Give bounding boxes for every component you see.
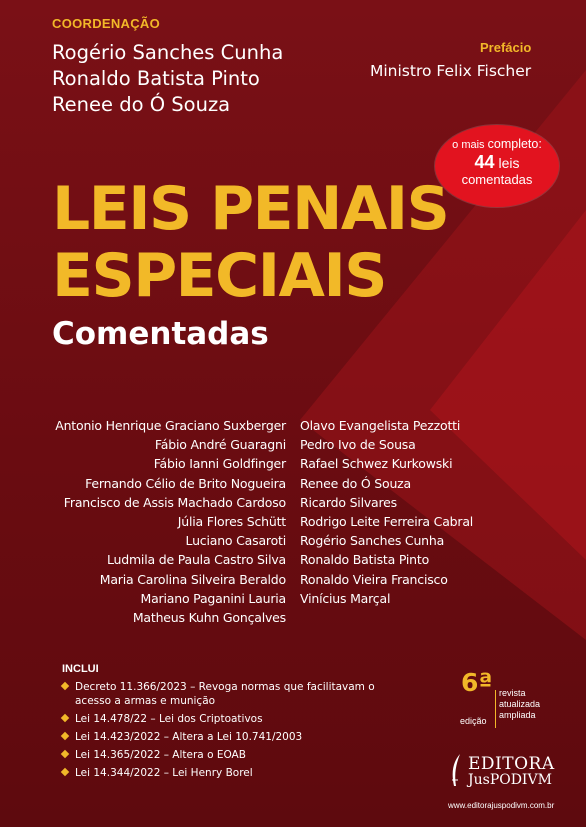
title-line: ESPECIAIS [52,241,386,311]
list-item [62,730,402,744]
edition-number: 6ª [461,668,493,697]
author-name: Antonio Henrique Graciano Suxberger [55,418,286,433]
author-name: Francisco de Assis Machado Cardoso [63,494,286,510]
coordinator-name: Ronaldo Batista Pinto [52,67,260,90]
book-subtitle: Comentadas [52,316,269,352]
list-item [62,766,402,780]
author-name: Rafael Schwez Kurkowski [300,456,453,472]
author-name: Júlia Flores Schütt [177,514,286,530]
badge-emphasis: completo: [487,137,542,151]
include-text: Lei 14.423/2022 – Altera a Lei 10.741/2003 [75,731,303,743]
badge-suffix: comentadas [461,172,533,187]
diamond-bullet-icon [61,682,69,690]
coordination-label: COORDENAÇÃO [52,16,161,31]
author-name: Ludmila de Paula Castro Silva [106,552,286,568]
include-text: Decreto 11.366/2023 – Revoga normas que facilitavam o acesso a armas e munição [75,681,375,707]
highlight-badge [435,125,559,207]
author-name: Rogério Sanches Cunha [300,533,445,549]
publisher-url: www.editorajuspodivm.com.br [448,801,555,810]
diamond-bullet-icon [61,732,69,740]
coordinators [52,40,283,118]
publisher-name: EDITORA [468,754,555,774]
include-text: Lei 14.478/22 – Lei dos Criptoativos [75,713,263,725]
authors-column-right [300,416,560,608]
author-name: Vinícius Marçal [300,590,391,606]
author-name: Matheus Kuhn Gonçalves [132,610,286,626]
authors-column-left [20,416,286,627]
diamond-bullet-icon [61,714,69,722]
author-name: Fábio André Guaragni [154,437,286,453]
badge-prefix: o mais [452,139,485,151]
includes-list [62,680,402,784]
diamond-bullet-icon [61,768,69,776]
author-name: Ricardo Silvares [300,494,397,510]
edition-notes [499,688,540,721]
list-item [62,680,402,708]
includes-label: INCLUI [62,663,99,675]
author-name: Maria Carolina Silveira Beraldo [99,571,286,587]
author-name: Mariano Paganini Lauria [140,590,286,606]
preface-label: Prefácio [480,40,532,55]
author-name: Pedro Ivo de Sousa [300,437,416,453]
author-name: Renee do Ó Souza [300,475,411,491]
edition-note: revista [499,688,526,698]
author-name: Ronaldo Batista Pinto [300,552,430,568]
edition-word: edição [460,716,487,726]
publisher-brand: JusPODIVM [468,772,552,788]
coordinator-name: Rogério Sanches Cunha [52,41,284,64]
author-name: Fernando Célio de Brito Nogueira [85,475,286,491]
list-item [62,748,402,762]
quill-icon [448,754,464,788]
author-name: Ronaldo Vieira Francisco [300,571,448,587]
publisher-logo [448,752,568,788]
include-text: Lei 14.344/2022 – Lei Henry Borel [75,767,253,779]
badge-unit: leis [498,155,520,171]
diamond-bullet-icon [61,750,69,758]
include-text: Lei 14.365/2022 – Altera o EOAB [75,749,246,761]
preface-author: Ministro Felix Fischer [370,62,532,80]
edition-mark [455,668,565,726]
coordinator-name: Renee do Ó Souza [52,93,231,116]
edition-note: ampliada [499,710,536,720]
author-name: Fábio Ianni Goldfinger [153,456,286,472]
author-name: Rodrigo Leite Ferreira Cabral [300,514,474,530]
book-title [52,176,448,310]
title-line: LEIS PENAIS [52,174,449,244]
author-name: Olavo Evangelista Pezzotti [300,418,461,433]
list-item [62,712,402,726]
edition-note: atualizada [499,699,541,709]
badge-count: 44 [474,152,495,172]
edition-divider [495,690,496,728]
author-name: Luciano Casaroti [185,533,286,549]
